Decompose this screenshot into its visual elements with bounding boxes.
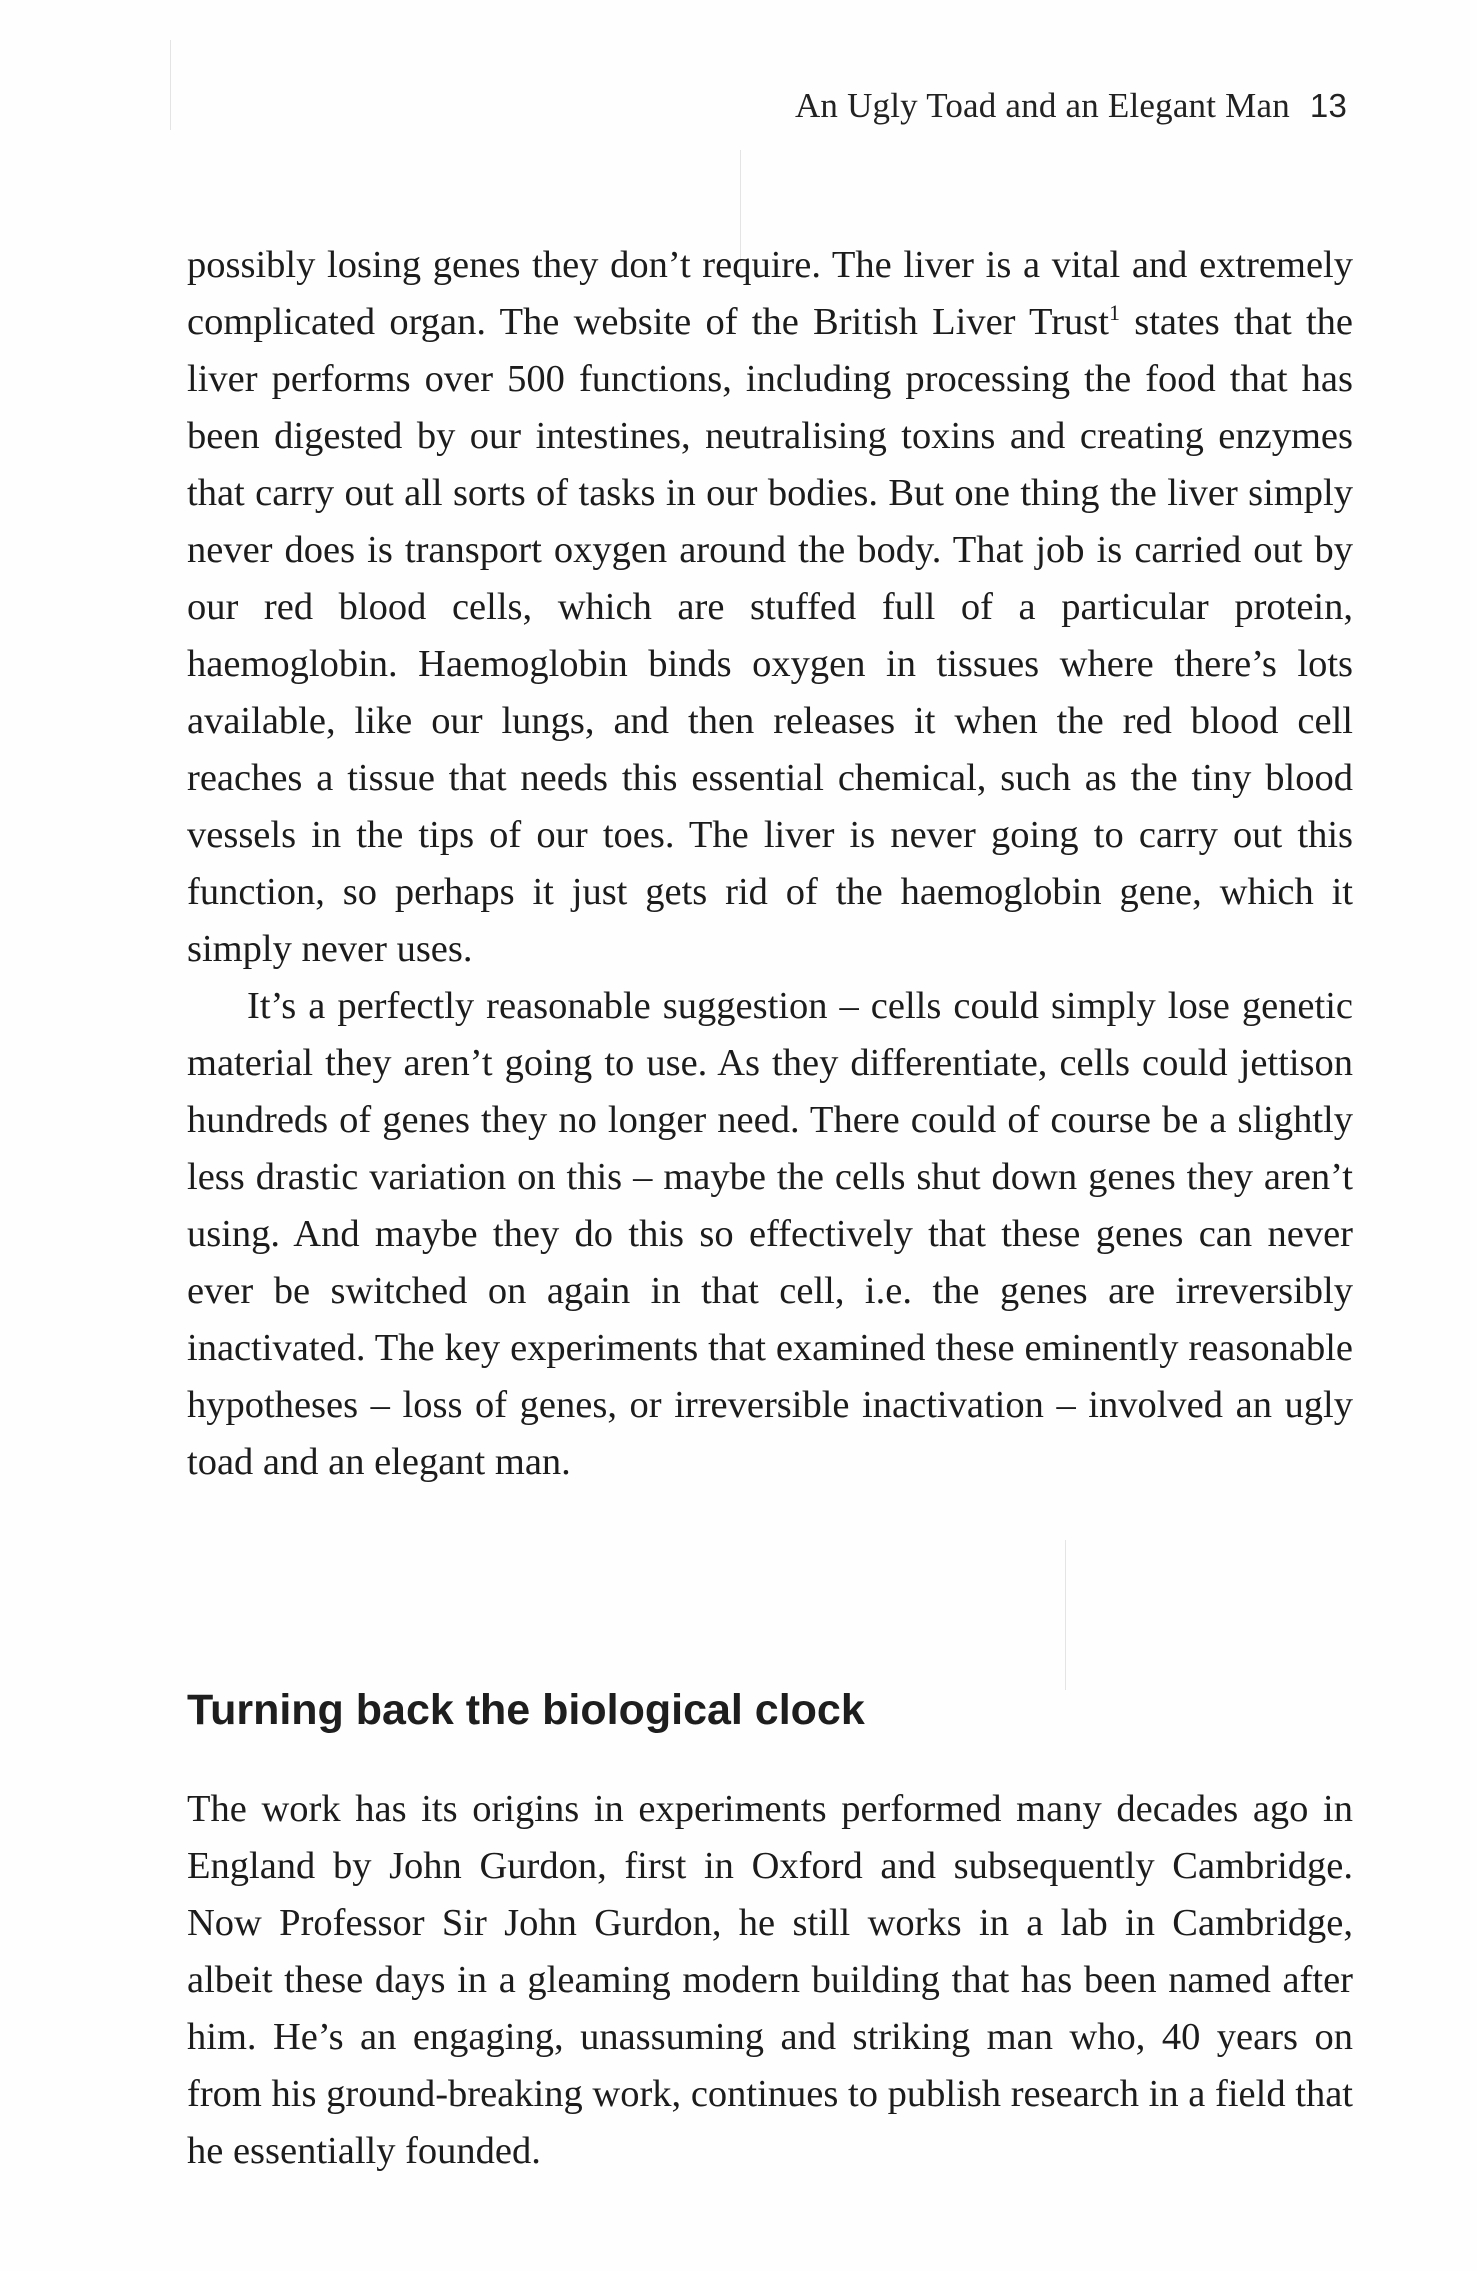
page-number: 13 <box>1309 87 1347 124</box>
paragraph-text: possibly losing genes they don’t require. The liver is a vital and extremely complicated organ. The website of the British Liver Trust <box>187 244 1353 343</box>
scan-artifact-line <box>1065 1540 1066 1690</box>
footnote-marker: 1 <box>1108 300 1120 325</box>
running-title: An Ugly Toad and an Elegant Man <box>794 86 1290 125</box>
paragraph-text: states that the liver performs over 500 functions, including processing the food that has been digested by our intestines, neutralising toxins and creating enzymes that carry out all sorts of tasks in our bodies. But one thing the liver simply never does is transport oxygen around the body. That job is carried out by our red blood cells, which are stuffed full of a particular protein, haemoglobin. Haemoglobin binds oxygen in tissues where there’s lots available, like our lungs, and then releases it when the red blood cell reaches a tissue that needs this essential chemical, such as the tiny blood vessels in the tips of our toes. The liver is never going to carry out this function, so perhaps it just gets rid of the haemoglobin gene, which it simply never uses. <box>187 301 1353 970</box>
paragraph: The work has its origins in experiments performed many decades ago in England by John Gurdon, first in Oxford and subsequently Cambridge. Now Professor Sir John Gurdon, he still works in a lab in Cambridge, albeit these days in a gleaming modern building that has been named after him. He’s an engaging, unassuming and striking man who, 40 years on from his ground-breaking work, continues to publish research in a field that he essentially founded. <box>187 1788 1353 2172</box>
body-text <box>187 237 1353 1491</box>
scan-artifact-line <box>170 40 171 130</box>
running-header <box>795 86 1347 126</box>
section-heading: Turning back the biological clock <box>187 1686 865 1734</box>
paragraph: It’s a perfectly reasonable suggestion – cells could simply lose genetic material they aren’t going to use. As they differentiate, cells could jettison hundreds of genes they no longer need. There could of course be a slightly less drastic variation on this – maybe the cells shut down genes they aren’t using. And maybe they do this so effectively that these genes can never ever be switched on again in that cell, i.e. the genes are irreversibly inactivated. The key experiments that examined these eminently reasonable hypotheses – loss of genes, or irreversible inactivation – involved an ugly toad and an elegant man. <box>187 985 1353 1483</box>
section-body-text <box>187 1781 1353 2180</box>
paragraph <box>187 237 1353 978</box>
